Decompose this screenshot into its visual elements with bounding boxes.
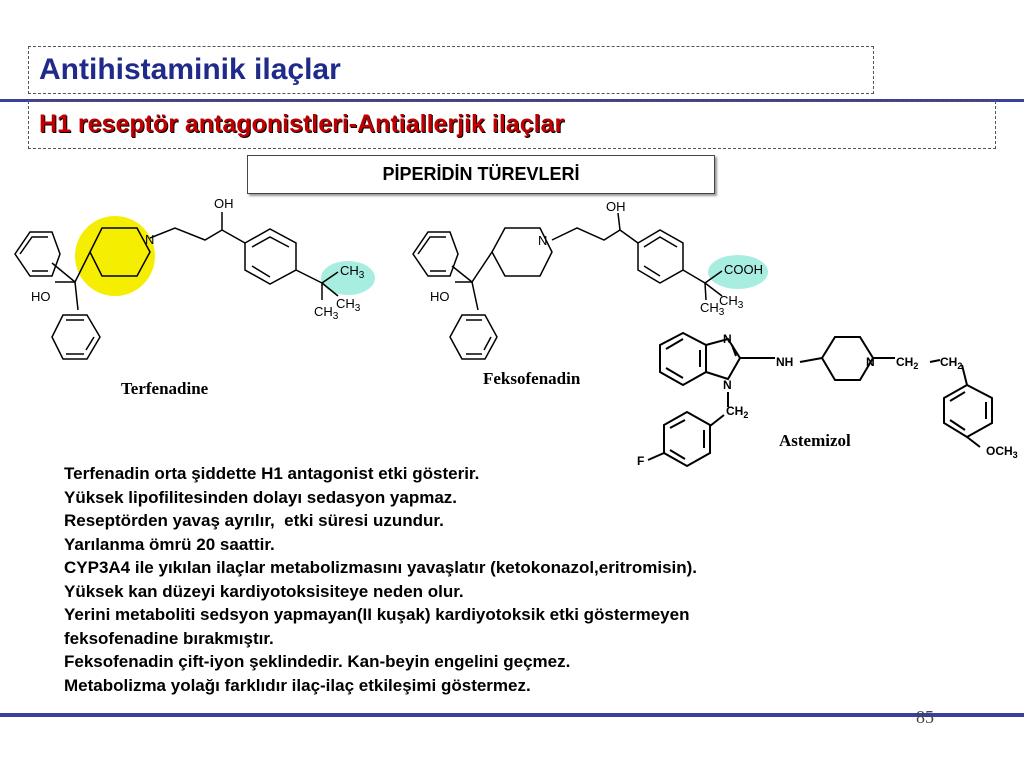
body-line-2: Yüksek lipofilitesinden dolayı sedasyon yapmaz. bbox=[64, 487, 458, 507]
astem-ch2-c: $CH_2$ bbox=[726, 404, 749, 420]
feks-ch3-b: $CH_3$ bbox=[700, 300, 725, 318]
body-line-8: feksofenadine bırakmıştır. bbox=[64, 628, 274, 648]
astem-n3-label: N bbox=[866, 355, 875, 369]
body-line-9: Feksofenadin çift-iyon şeklindedir. Kan-beyin engelini geçmez. bbox=[64, 652, 571, 671]
terf-ho-label: HO bbox=[31, 289, 51, 304]
body-line-7: Yerini metaboliti sedsyon yapmayan(II kuşak) kardiyotoksik etki göstermeyen bbox=[64, 605, 690, 624]
astem-ch2-a: $CH_2$ bbox=[896, 355, 919, 371]
feks-ho-label: HO bbox=[430, 289, 450, 304]
feks-oh-label: OH bbox=[606, 199, 626, 214]
feks-n-label: N bbox=[538, 233, 548, 248]
terf-oh-label: OH bbox=[214, 196, 234, 211]
feksofenadin-name: Feksofenadin bbox=[483, 369, 581, 388]
terf-ch3-b: $CH_3$ bbox=[336, 296, 361, 314]
astem-och3-label: $OCH_3$ bbox=[986, 444, 1018, 460]
astemizol-name: Astemizol bbox=[779, 431, 851, 450]
feksofenadin-structure bbox=[413, 213, 768, 359]
astem-n1-label: N bbox=[723, 332, 732, 346]
body-line-3: Reseptörden yavaş ayrılır, etki süresi uzundur. bbox=[64, 511, 444, 530]
astem-f-label: F bbox=[637, 454, 645, 468]
terf-ch3-a: $CH_3$ bbox=[340, 263, 365, 281]
footer-rule bbox=[0, 713, 1024, 717]
body-line-5: CYP3A4 ile yıkılan ilaçlar metabolizmasını yavaşlatır (ketokonazol,eritromisin). bbox=[64, 558, 698, 577]
slide-subtitle: H1 reseptör antagonistleri-Antiallerjik ilaçlar bbox=[39, 110, 565, 138]
astem-n2-label: N bbox=[723, 378, 732, 392]
body-text bbox=[64, 462, 964, 697]
section-header: PİPERİDİN TÜREVLERİ bbox=[382, 164, 580, 184]
terfenadine-name: Terfenadine bbox=[121, 379, 209, 398]
terf-n-label: N bbox=[145, 232, 155, 247]
feks-ch3-a: $CH_3$ bbox=[719, 293, 744, 311]
terfenadine-structure bbox=[15, 212, 375, 359]
body-line-10: Metabolizma yolağı farklıdır ilaç-ilaç etkileşimi göstermez. bbox=[64, 675, 531, 695]
astem-nh-label: NH bbox=[776, 355, 794, 369]
body-line-6: Yüksek kan düzeyi kardiyotoksisiteye neden olur. bbox=[64, 581, 464, 601]
slide-title: Antihistaminik ilaçlar bbox=[39, 53, 341, 86]
terf-ch3-c: $CH_3$ bbox=[314, 304, 339, 322]
feks-cooh-label: COOH bbox=[724, 262, 763, 277]
body-line-4: Yarılanma ömrü 20 saattir. bbox=[64, 534, 275, 554]
body-line-1: Terfenadin orta şiddette H1 antagonist etki gösterir. bbox=[64, 464, 480, 483]
page-number: 85 bbox=[916, 707, 934, 727]
astem-ch2-b: $CH_2$ bbox=[940, 355, 963, 371]
